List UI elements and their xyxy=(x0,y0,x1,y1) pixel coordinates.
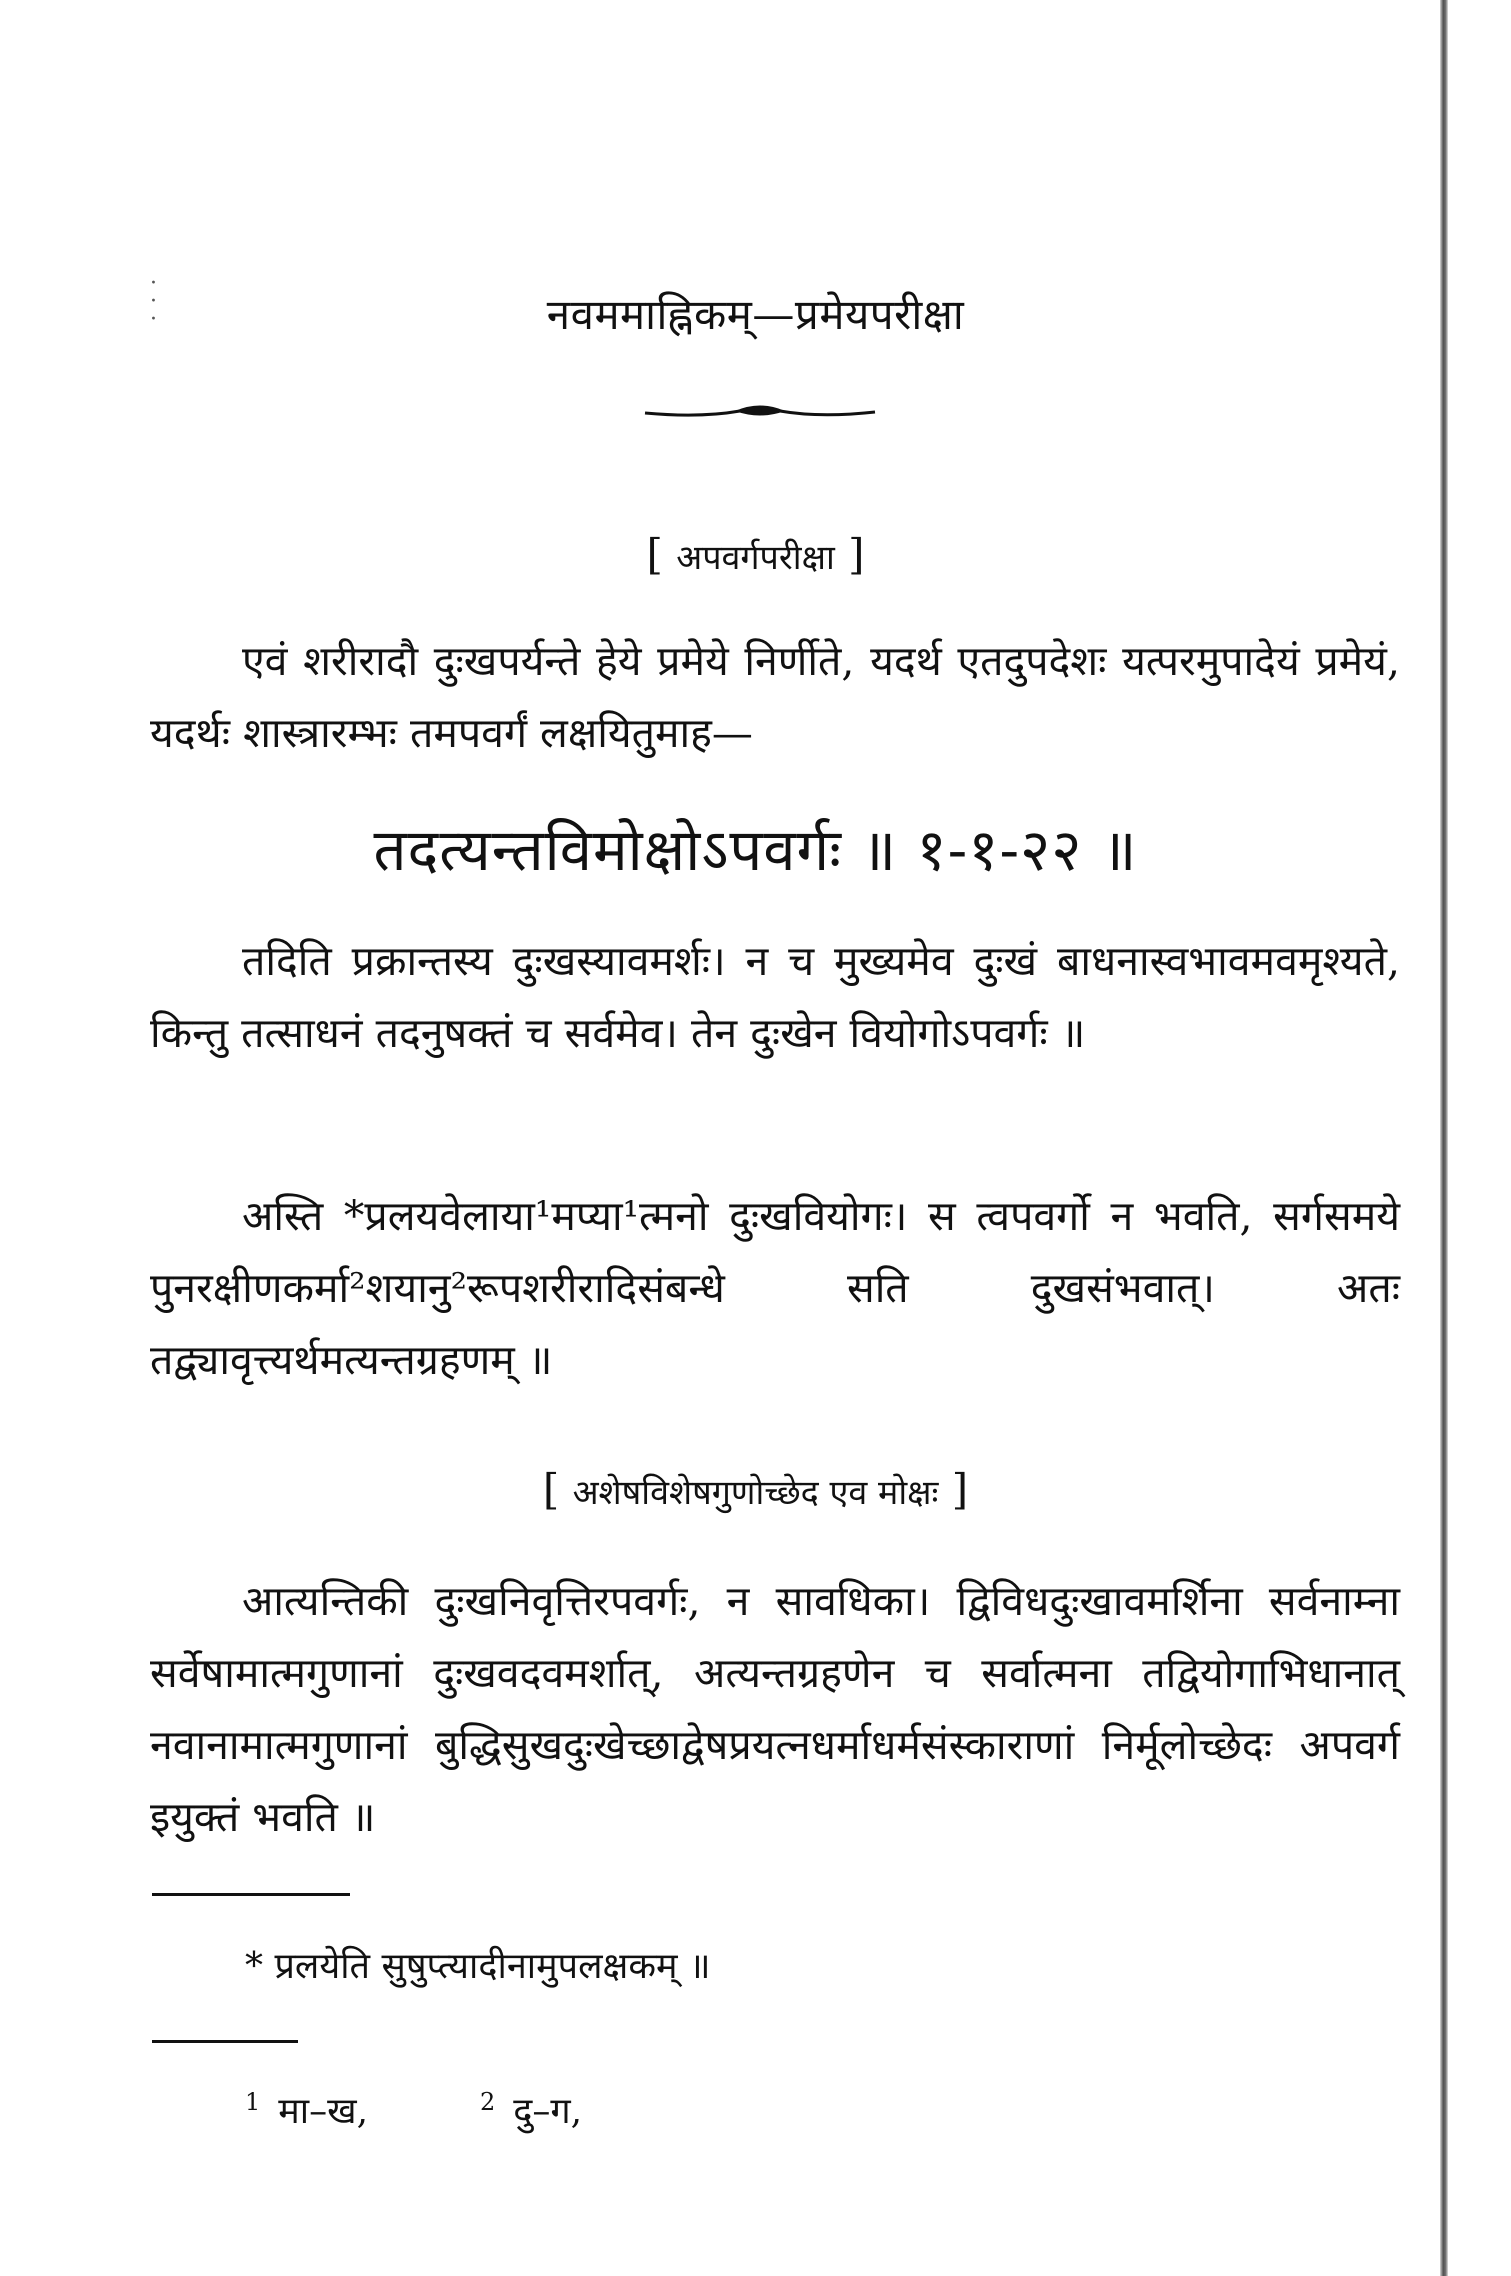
variant-note-1: $^1$ मा–ख, xyxy=(245,2088,369,2132)
paragraph-commentary-2: अस्ति *प्रलयवेलाया¹मप्या¹त्मनो दुःखवियोगः। स त्वपवर्गो न भवति, सर्गसमये पुनरक्षीणकर्मा²शयानु²रूपशरीरादिसंबन्धे सति दुखसंभवात्। अतः तद्व्यावृत्त्यर्थमत्यन्तग्रहणम् ॥ xyxy=(150,1192,1400,1384)
section-heading-apavarga: [ अपवर्गपरीक्षा ] xyxy=(646,530,865,579)
section-heading-moksha: [ अशेषविशेषगुणोच्छेद एव मोक्षः ] xyxy=(542,1465,969,1514)
footnote-star: * प्रलयेति सुषुप्त्यादीनामुपलक्षकम् ॥ xyxy=(245,1946,711,1987)
paragraph-intro: एवं शरीरादौ दुःखपर्यन्ते हेये प्रमेये निर्णीते, यदर्थ एतदुपदेशः यत्परमुपादेयं प्रमेयं, यदर्थः शास्त्रारम्भः तमपवर्गं लक्षयितुमाह— xyxy=(150,637,1400,757)
paragraph-commentary-1: तदिति प्रक्रान्तस्य दुःखस्यावमर्शः। न च मुख्यमेव दुःखं बाधनास्वभावमवमृश्यते, किन्तु तत्साधनं तदनुषक्तं च सर्वमेव। तेन दुःखेन वियोगोऽपवर्गः ॥ xyxy=(150,937,1400,1057)
variants-rule xyxy=(152,2040,298,2043)
footnote-rule xyxy=(152,1893,350,1896)
variant-note-2: $^2$ दु–ग, xyxy=(480,2088,583,2132)
sutra-text: तदत्यन्तविमोक्षोऽपवर्गः ॥ १-१-२२ ॥ xyxy=(373,816,1138,884)
running-head: नवममाह्निकम्—प्रमेयपरीक्षा xyxy=(546,290,965,339)
margin-specks: · · · xyxy=(150,271,157,332)
ornament-divider xyxy=(640,398,880,428)
paragraph-commentary-3: आत्यन्तिकी दुःखनिवृत्तिरपवर्गः, न सावधिका। द्विविधदुःखावमर्शिना सर्वनाम्ना सर्वेषामात्मगुणानां दुःखवदवमर्शात्, अत्यन्तग्रहणेन च सर्वात्मना तद्वियोगाभिधानात् नवानामात्मगुणानां बुद्धिसुखदुःखेच्छाद्वेषप्रयत्नधर्माधर्मसंस्काराणां निर्मूलोच्छेदः अपवर्ग इयुक्तं भवति ॥ xyxy=(150,1577,1400,1841)
